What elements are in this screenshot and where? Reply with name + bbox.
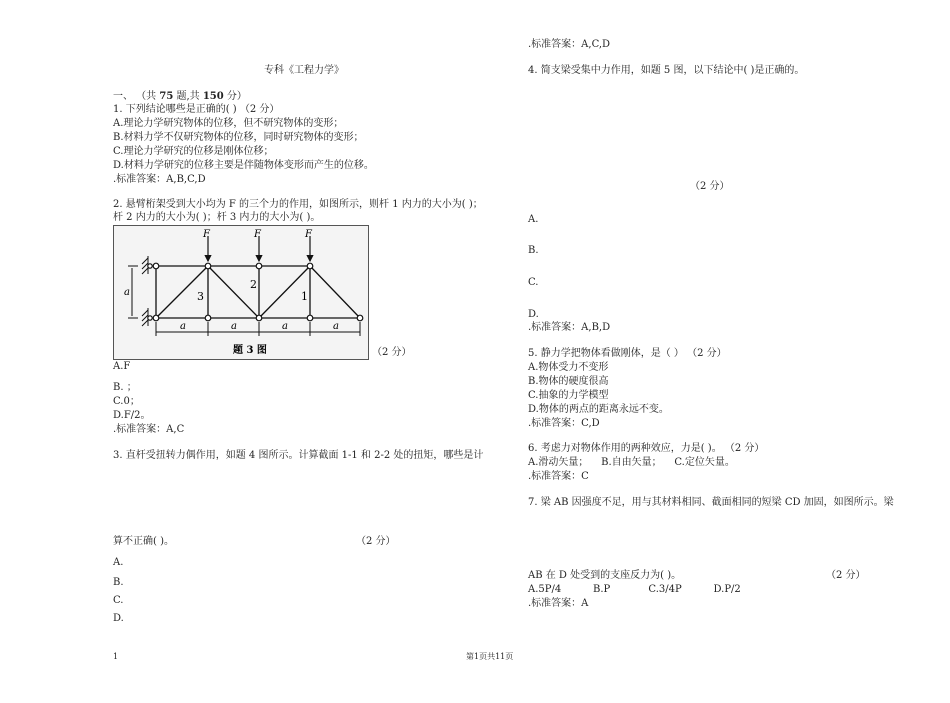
q3-option-c: C.	[113, 595, 124, 606]
truss-members	[156, 266, 360, 318]
member-label-2: 2	[250, 278, 257, 291]
question-7-stem-line1: 7. 梁 AB 因强度不足，用与其材料相同、截面相同的短梁 CD 加固，如图所示。梁	[528, 497, 894, 508]
q5-option-c: C.抽象的力学模型	[528, 390, 609, 401]
q6-answer: .标准答案：C	[528, 471, 589, 482]
height-label: a	[124, 287, 130, 298]
q3-answer: .标准答案：A,C,D	[528, 39, 611, 50]
force-label-1: F	[203, 229, 210, 240]
span-label-1: a	[180, 321, 186, 332]
member-label-3: 3	[197, 290, 204, 303]
q2-option-d: D.F/2。	[113, 410, 151, 421]
q5-option-a: A.物体受力不变形	[528, 362, 609, 373]
span-label-4: a	[333, 321, 339, 332]
q1-option-c: C.理论力学研究的位移是刚体位移；	[113, 146, 274, 157]
q2-option-b: B. ；	[113, 382, 137, 393]
q5-answer: .标准答案：C,D	[528, 418, 600, 429]
question-3-stem-line2: 算不正确( )。	[113, 536, 174, 547]
q7-points: （2 分）	[826, 570, 866, 581]
force-label-2: F	[254, 229, 261, 240]
q5-option-d: D.物体的两点的距离永远不变。	[528, 404, 669, 415]
q1-answer: .标准答案：A,B,C,D	[113, 174, 206, 185]
footer-page-info: 第1页共11页	[466, 652, 514, 661]
question-1-stem: 1. 下列结论哪些是正确的( ) （2 分）	[113, 104, 280, 115]
q3-option-b: B.	[113, 577, 124, 588]
truss-diagram	[114, 226, 368, 359]
q2-points: （2 分）	[372, 347, 412, 358]
q4-option-d: D.	[528, 309, 539, 320]
span-label-2: a	[231, 321, 237, 332]
member-label-1: 1	[301, 290, 308, 303]
q4-option-b: B.	[528, 245, 539, 256]
question-7-stem-line2: AB 在 D 处受到的支座反力为( )。	[528, 570, 682, 581]
q4-points: （2 分）	[690, 181, 730, 192]
q6-options: A.滑动矢量； B.自由矢量； C.定位矢量。	[528, 457, 735, 468]
q3-option-a: A.	[113, 557, 124, 568]
q2-answer: .标准答案：A,C	[113, 424, 185, 435]
q4-option-c: C.	[528, 277, 539, 288]
q4-answer: .标准答案：A,B,D	[528, 322, 611, 333]
q1-option-a: A.理论力学研究物体的位移，但不研究物体的变形；	[113, 118, 344, 129]
footer-page-number: 1	[113, 652, 119, 661]
question-6-stem: 6. 考虑力对物体作用的两种效应，力是( )。 （2 分）	[528, 443, 765, 454]
document-title: 专科《工程力学》	[264, 65, 344, 76]
q3-points: （2 分）	[356, 536, 396, 547]
fixed-support-hatching	[142, 256, 148, 326]
question-2-stem-line1: 2. 悬臂桁架受到大小均为 F 的三个力的作用，如图所示，则杆 1 内力的大小为( )；	[113, 199, 483, 210]
q1-option-b: B.材料力学不仅研究物体的位移，同时研究物体的变形；	[113, 132, 364, 143]
question-3-stem-line1: 3. 直杆受扭转力偶作用，如题 4 图所示。计算截面 1-1 和 2-2 处的扭矩，哪些是计	[113, 450, 484, 461]
span-label-3: a	[282, 321, 288, 332]
question-4-stem: 4. 简支梁受集中力作用，如题 5 图，以下结论中( )是正确的。	[528, 65, 805, 76]
figure-caption: 题 3 图	[233, 345, 267, 356]
q2-option-c: C.0；	[113, 396, 140, 407]
force-label-3: F	[305, 229, 312, 240]
truss-joints	[148, 263, 363, 321]
q7-answer: .标准答案：A	[528, 598, 589, 609]
question-5-stem: 5. 静力学把物体看做刚体，是（ ） （2 分）	[528, 348, 727, 359]
question-2-stem-line2: 杆 2 内力的大小为( )；杆 3 内力的大小为( )。	[113, 212, 321, 223]
truss-figure	[113, 225, 369, 360]
q2-option-a: A.F	[113, 361, 131, 372]
q1-option-d: D.材料力学研究的位移主要是伴随物体变形而产生的位移。	[113, 160, 374, 171]
section-header: 一、 （共 75 题,共 150 分）	[113, 91, 247, 102]
q5-option-b: B.物体的硬度很高	[528, 376, 609, 387]
span-dimensions	[156, 322, 360, 336]
q7-options: A.5P/4 B.P C.3/4P D.P/2	[528, 584, 741, 595]
q3-option-d: D.	[113, 613, 124, 624]
q4-option-a: A.	[528, 214, 539, 225]
